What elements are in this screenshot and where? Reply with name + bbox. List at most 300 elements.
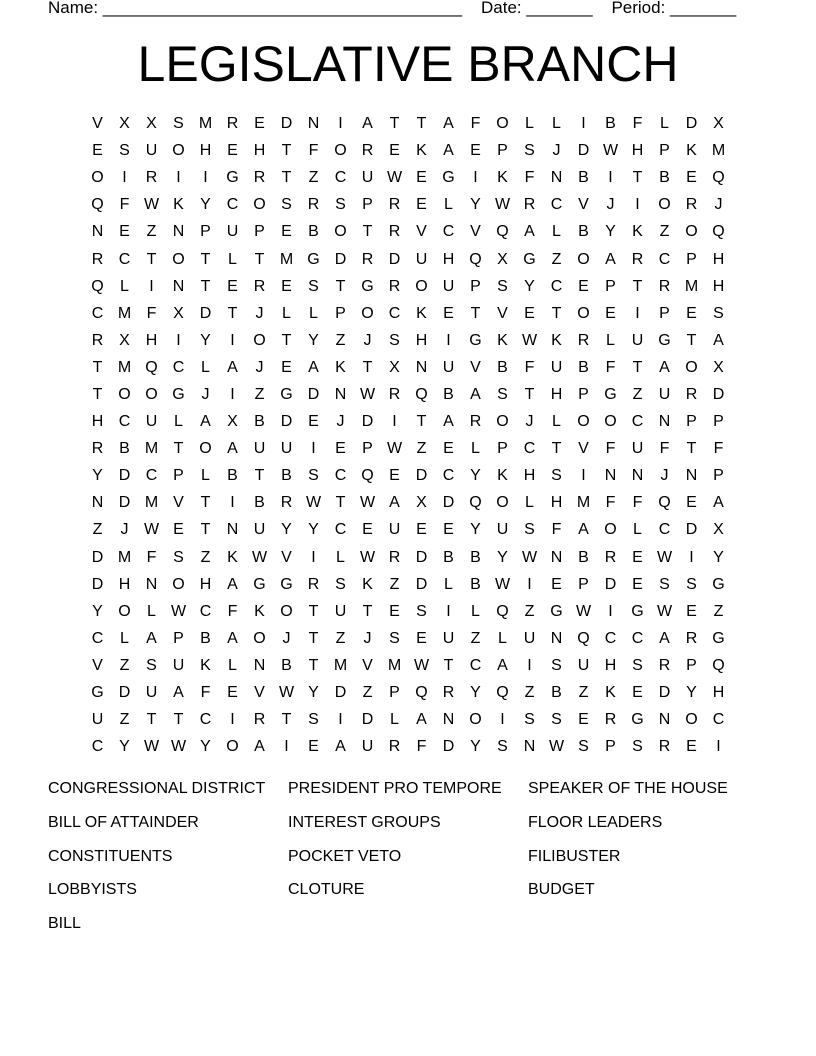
grid-row [84,245,732,272]
grid-letter: Y [200,196,211,214]
grid-letter: K [686,142,697,160]
grid-letter: L [228,656,237,674]
grid-letter: J [363,629,372,647]
grid-letter: A [443,413,454,431]
grid-letter: L [147,602,156,620]
grid-letter: P [389,684,400,702]
grid-letter: C [388,304,401,322]
grid-letter: D [415,467,428,485]
grid-letter: L [120,277,129,295]
grid-letter: I [500,711,505,729]
grid-letter: Y [470,467,481,485]
grid-letter: D [118,467,131,485]
grid-letter: O [658,196,671,214]
grid-letter: Z [524,602,535,620]
grid-letter: R [388,223,401,241]
grid-letter: F [524,358,535,376]
grid-letter: P [497,142,508,160]
grid-letter: A [713,331,724,349]
grid-letter: F [308,142,319,160]
grid-letter: O [685,358,698,376]
grid-letter: K [254,602,265,620]
grid-letter: P [713,467,724,485]
grid-letter: H [604,656,617,674]
grid-letter: S [389,331,400,349]
grid-letter: T [416,413,427,431]
word-list-item: PRESIDENT PRO TEMPORE [288,780,502,797]
grid-letter: N [442,711,455,729]
grid-row [84,218,732,245]
grid-letter: W [143,738,160,756]
grid-letter: H [550,385,563,403]
grid-letter: Z [146,223,157,241]
grid-letter: D [388,250,401,268]
grid-letter: E [389,467,400,485]
grid-letter: S [308,467,319,485]
grid-letter: M [144,440,159,458]
grid-letter: D [334,684,347,702]
grid-letter: E [686,169,697,187]
grid-letter: T [281,142,292,160]
grid-letter: G [469,331,482,349]
grid-letter: P [686,656,697,674]
grid-letter: L [606,331,615,349]
grid-row [84,571,732,598]
grid-letter: R [253,277,266,295]
grid-letter: J [255,358,264,376]
grid-letter: N [172,223,185,241]
grid-letter: A [659,358,670,376]
grid-letter: B [200,629,211,647]
grid-letter: W [251,548,268,566]
grid-letter: K [173,196,184,214]
grid-letter: B [605,115,616,133]
grid-letter: A [497,656,508,674]
grid-letter: T [146,711,157,729]
grid-letter: Z [119,656,130,674]
grid-letter: I [338,711,343,729]
grid-letter: W [386,440,403,458]
grid-letter: P [578,385,589,403]
grid-letter: F [659,440,670,458]
grid-letter: O [685,223,698,241]
grid-letter: T [362,602,373,620]
grid-letter: O [334,142,347,160]
grid-letter: O [577,250,590,268]
grid-letter: R [577,331,590,349]
grid-letter: Q [361,467,374,485]
grid-letter: S [335,196,346,214]
grid-letter: I [635,196,640,214]
grid-letter: L [201,467,210,485]
grid-letter: C [334,467,347,485]
grid-letter: P [686,413,697,431]
grid-letter: E [524,304,535,322]
grid-row [84,544,732,571]
grid-letter: P [173,467,184,485]
grid-letter: V [362,656,373,674]
grid-letter: O [118,602,131,620]
grid-letter: O [253,196,266,214]
page-title: LEGISLATIVE BRANCH [137,36,679,92]
grid-letter: T [362,223,373,241]
grid-letter: F [632,494,643,512]
grid-letter: B [578,169,589,187]
grid-letter: R [91,331,104,349]
grid-letter: A [146,629,157,647]
grid-letter: U [550,358,563,376]
grid-letter: T [200,250,211,268]
grid-row [84,408,732,435]
grid-row [84,164,732,191]
grid-letter: O [415,277,428,295]
grid-letter: D [361,711,374,729]
grid-letter: T [281,331,292,349]
grid-letter: U [145,142,158,160]
grid-letter: C [658,250,671,268]
grid-letter: U [334,602,347,620]
grid-letter: J [201,385,210,403]
grid-letter: R [307,575,320,593]
grid-letter: C [442,223,455,241]
grid-letter: E [92,142,103,160]
grid-letter: T [524,385,535,403]
grid-letter: D [685,521,698,539]
grid-letter: A [443,115,454,133]
grid-row [84,110,732,137]
grid-letter: G [226,169,239,187]
grid-letter: A [254,738,265,756]
word-list [48,776,768,945]
grid-letter: X [227,413,238,431]
grid-letter: I [311,548,316,566]
grid-letter: U [253,521,266,539]
grid-letter: T [146,250,157,268]
grid-letter: G [712,575,725,593]
grid-letter: S [389,629,400,647]
grid-letter: L [282,304,291,322]
grid-letter: T [281,711,292,729]
grid-letter: R [307,196,320,214]
grid-letter: R [469,413,482,431]
grid-letter: U [226,223,239,241]
grid-letter: Z [335,331,346,349]
grid-letter: O [145,385,158,403]
grid-letter: I [581,467,586,485]
grid-letter: C [550,196,563,214]
grid-letter: L [471,440,480,458]
grid-letter: J [120,521,129,539]
grid-letter: D [577,142,590,160]
grid-letter: E [416,196,427,214]
grid-letter: H [631,142,644,160]
grid-row [84,652,732,679]
grid-letter: S [416,602,427,620]
grid-letter: J [363,331,372,349]
grid-letter: W [521,331,538,349]
grid-letter: T [200,277,211,295]
grid-letter: H [712,684,725,702]
grid-letter: J [336,413,345,431]
grid-letter: B [578,548,589,566]
grid-letter: E [578,277,589,295]
grid-letter: C [145,467,158,485]
grid-letter: Z [470,629,481,647]
grid-letter: B [497,358,508,376]
grid-letter: Y [713,548,724,566]
grid-letter: R [658,656,671,674]
letter-grid [84,110,732,760]
grid-letter: E [281,223,292,241]
date-field-label: Date: _______ [480,0,593,17]
grid-letter: E [470,142,481,160]
grid-letter: O [253,629,266,647]
grid-row [84,625,732,652]
grid-letter: W [521,548,538,566]
grid-letter: D [415,575,428,593]
grid-letter: W [170,602,187,620]
grid-letter: K [200,656,211,674]
grid-letter: W [359,494,376,512]
grid-letter: P [686,250,697,268]
grid-letter: V [416,223,427,241]
grid-letter: S [335,575,346,593]
grid-letter: B [443,548,454,566]
grid-letter: B [470,575,481,593]
grid-letter: R [253,711,266,729]
grid-letter: T [686,331,697,349]
grid-row [84,435,732,462]
grid-letter: I [716,738,721,756]
grid-letter: H [712,250,725,268]
grid-letter: Q [496,602,509,620]
grid-letter: V [92,656,103,674]
grid-letter: E [173,521,184,539]
grid-letter: K [632,223,643,241]
grid-letter: M [576,494,591,512]
grid-letter: A [308,358,319,376]
grid-letter: O [577,304,590,322]
grid-letter: E [686,304,697,322]
grid-letter: T [632,358,643,376]
grid-letter: R [442,684,455,702]
grid-letter: X [713,358,724,376]
grid-letter: Y [470,738,481,756]
grid-letter: Y [119,738,130,756]
grid-letter: W [413,656,430,674]
grid-letter: F [524,169,535,187]
grid-letter: Y [200,331,211,349]
grid-letter: B [551,684,562,702]
grid-letter: W [575,602,592,620]
grid-letter: E [632,684,643,702]
word-list-item: INTEREST GROUPS [288,813,441,831]
grid-letter: B [659,169,670,187]
grid-letter: T [281,169,292,187]
grid-letter: I [689,548,694,566]
grid-letter: C [604,629,617,647]
grid-letter: K [497,169,508,187]
grid-letter: P [362,196,373,214]
grid-letter: B [227,467,238,485]
grid-letter: B [578,358,589,376]
grid-letter: X [119,115,130,133]
name-field-label: Name: ______________________________________ [48,0,463,17]
grid-letter: B [254,413,265,431]
grid-letter: E [281,277,292,295]
grid-letter: L [174,413,183,431]
worksheet-header [48,0,736,18]
grid-letter: X [713,521,724,539]
grid-letter: L [633,521,642,539]
grid-letter: N [91,494,104,512]
grid-letter: D [361,413,374,431]
grid-letter: R [631,250,644,268]
grid-letter: B [443,385,454,403]
grid-letter: Z [308,169,319,187]
grid-letter: Q [577,629,590,647]
grid-letter: I [338,115,343,133]
grid-letter: A [524,223,535,241]
grid-letter: R [388,277,401,295]
grid-letter: Z [200,548,211,566]
grid-letter: H [550,494,563,512]
grid-letter: F [605,440,616,458]
grid-letter: K [362,575,373,593]
grid-letter: C [118,413,131,431]
grid-letter: T [200,521,211,539]
grid-letter: Y [281,521,292,539]
grid-letter: N [523,738,536,756]
grid-letter: C [523,440,536,458]
grid-letter: S [146,656,157,674]
grid-letter: C [631,629,644,647]
grid-letter: U [442,358,455,376]
grid-letter: U [361,738,374,756]
grid-letter: R [280,494,293,512]
grid-letter: H [712,277,725,295]
grid-letter: S [551,656,562,674]
grid-letter: Z [659,223,670,241]
grid-letter: T [551,440,562,458]
grid-row [84,191,732,218]
grid-letter: I [608,169,613,187]
grid-letter: A [173,684,184,702]
grid-letter: N [550,629,563,647]
grid-letter: G [658,331,671,349]
grid-letter: B [308,223,319,241]
grid-letter: E [443,304,454,322]
grid-letter: O [172,575,185,593]
grid-letter: P [659,304,670,322]
grid-letter: O [91,169,104,187]
grid-letter: T [362,358,373,376]
word-list-item: BUDGET [528,881,595,899]
grid-letter: B [281,467,292,485]
grid-letter: A [227,440,238,458]
grid-letter: Q [91,277,104,295]
word-list-item: CONSTITUENTS [48,847,173,865]
grid-letter: G [307,250,320,268]
grid-letter: I [473,169,478,187]
grid-letter: C [442,467,455,485]
grid-letter: L [309,304,318,322]
grid-letter: R [523,196,536,214]
grid-letter: S [632,738,643,756]
grid-letter: E [389,142,400,160]
grid-letter: Q [496,223,509,241]
grid-letter: A [227,629,238,647]
grid-letter: G [361,277,374,295]
grid-letter: E [308,413,319,431]
grid-letter: H [442,250,455,268]
grid-letter: S [497,385,508,403]
grid-letter: N [334,385,347,403]
grid-letter: I [149,277,154,295]
grid-letter: S [659,575,670,593]
grid-letter: T [632,169,643,187]
grid-letter: S [119,142,130,160]
grid-letter: J [660,467,669,485]
grid-letter: S [497,277,508,295]
grid-letter: W [359,385,376,403]
grid-letter: K [416,304,427,322]
grid-letter: D [658,684,671,702]
grid-letter: S [173,548,184,566]
word-list-item: CONGRESSIONAL DISTRICT [48,780,266,797]
grid-letter: S [551,467,562,485]
grid-letter: L [444,196,453,214]
grid-letter: T [308,656,319,674]
grid-letter: V [281,548,292,566]
grid-letter: F [146,548,157,566]
grid-letter: W [170,738,187,756]
grid-letter: Z [632,385,643,403]
grid-letter: K [497,331,508,349]
grid-letter: O [469,711,482,729]
grid-letter: N [172,277,185,295]
grid-letter: S [713,304,724,322]
grid-letter: Q [712,169,725,187]
grid-letter: D [280,115,293,133]
grid-letter: B [254,494,265,512]
grid-letter: A [200,413,211,431]
grid-letter: A [713,494,724,512]
grid-letter: C [91,304,104,322]
grid-letter: R [361,142,374,160]
grid-row [84,327,732,354]
grid-letter: R [658,738,671,756]
grid-letter: Q [469,494,482,512]
grid-letter: E [686,602,697,620]
grid-letter: O [280,602,293,620]
grid-letter: W [494,196,511,214]
grid-letter: O [334,223,347,241]
grid-letter: S [308,711,319,729]
grid-letter: C [658,521,671,539]
grid-letter: D [442,494,455,512]
grid-letter: A [227,575,238,593]
grid-letter: A [470,385,481,403]
grid-letter: Z [524,684,535,702]
grid-row [84,733,732,760]
grid-letter: Q [91,196,104,214]
grid-letter: I [122,169,127,187]
grid-letter: I [392,413,397,431]
grid-letter: U [523,629,536,647]
grid-letter: O [604,413,617,431]
grid-letter: X [173,304,184,322]
